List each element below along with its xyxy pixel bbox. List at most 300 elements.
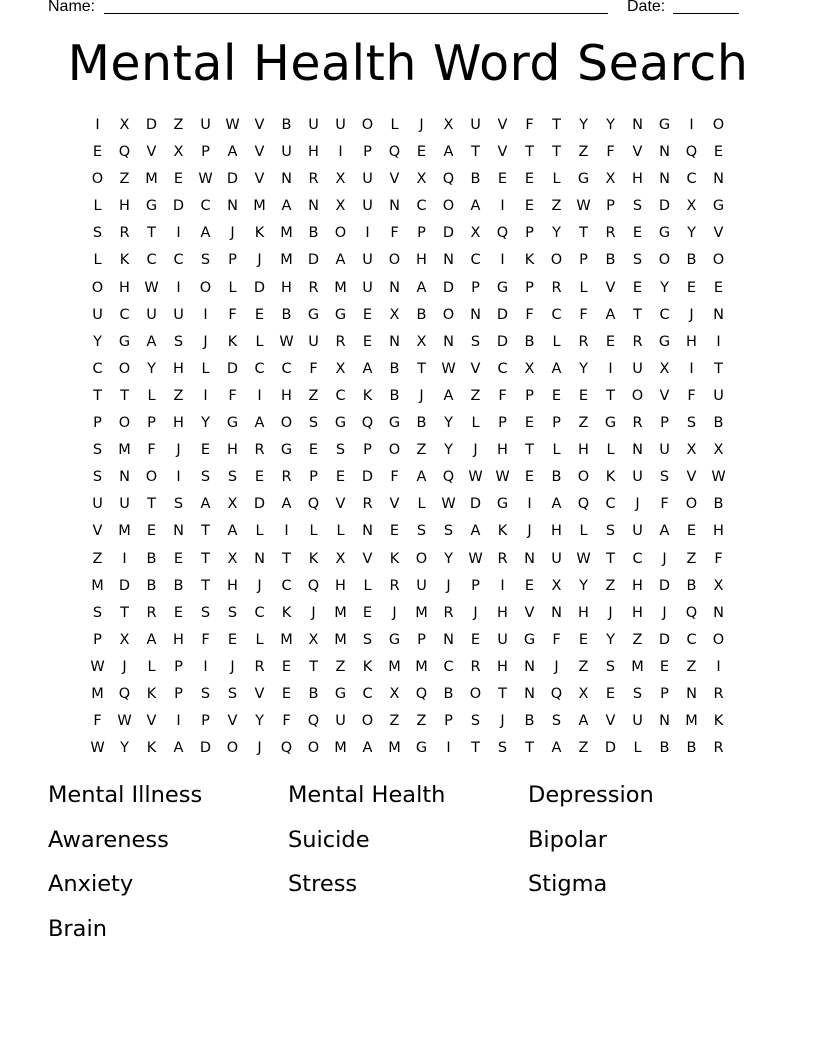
grid-letter: Y xyxy=(579,360,588,377)
grid-letter: B xyxy=(308,225,319,242)
grid-row xyxy=(84,249,732,276)
word-list-row xyxy=(48,912,768,957)
grid-letter: K xyxy=(713,713,724,730)
grid-letter: H xyxy=(497,442,508,459)
grid-letter: R xyxy=(713,685,724,702)
grid-letter: R xyxy=(335,333,346,350)
grid-letter: C xyxy=(497,360,508,377)
grid-letter: J xyxy=(635,496,640,513)
grid-letter: P xyxy=(363,442,372,459)
grid-letter: O xyxy=(550,252,563,269)
grid-letter: D xyxy=(226,171,239,188)
grid-letter: B xyxy=(416,306,427,323)
grid-letter: E xyxy=(335,469,346,486)
grid-letter: C xyxy=(281,577,292,594)
grid-letter: V xyxy=(254,144,265,161)
grid-letter: F xyxy=(93,713,102,730)
grid-letter: K xyxy=(281,604,292,621)
grid-letter: D xyxy=(658,577,671,594)
grid-letter: B xyxy=(686,577,697,594)
grid-letter: I xyxy=(500,252,505,269)
grid-letter: A xyxy=(281,198,292,215)
grid-letter: E xyxy=(227,631,238,648)
grid-letter: I xyxy=(176,469,181,486)
grid-letter: N xyxy=(524,685,535,702)
grid-letter: Y xyxy=(201,415,210,432)
grid-letter: R xyxy=(605,225,616,242)
grid-letter: A xyxy=(281,496,292,513)
grid-letter: S xyxy=(200,469,211,486)
grid-letter: Q xyxy=(442,171,455,188)
grid-row xyxy=(84,114,732,141)
grid-letter: A xyxy=(227,144,238,161)
word-list-row xyxy=(48,823,768,868)
word-list-row xyxy=(48,778,768,823)
grid-letter: H xyxy=(632,604,643,621)
grid-letter: V xyxy=(146,713,157,730)
grid-letter: I xyxy=(365,225,370,242)
grid-letter: V xyxy=(497,117,508,133)
grid-letter: J xyxy=(527,523,532,540)
grid-letter: I xyxy=(689,360,694,377)
grid-letter: B xyxy=(389,360,400,377)
grid-letter: C xyxy=(146,252,157,269)
grid-letter: J xyxy=(473,442,478,459)
grid-letter: R xyxy=(713,740,724,757)
header xyxy=(48,0,748,20)
grid-letter: U xyxy=(200,117,211,133)
grid-letter: K xyxy=(254,225,265,242)
grid-letter: H xyxy=(119,279,130,296)
grid-letter: I xyxy=(527,496,532,513)
grid-letter: C xyxy=(254,360,265,377)
grid-letter: Z xyxy=(632,631,643,648)
grid-letter: C xyxy=(92,360,103,377)
grid-letter: M xyxy=(334,279,347,296)
grid-letter: N xyxy=(173,523,184,540)
grid-letter: I xyxy=(176,279,181,296)
grid-letter: X xyxy=(713,577,724,594)
grid-letter: U xyxy=(632,469,643,486)
grid-letter: O xyxy=(118,360,131,377)
grid-letter: S xyxy=(470,333,481,350)
grid-letter: O xyxy=(712,252,725,269)
grid-letter: P xyxy=(579,252,588,269)
grid-letter: H xyxy=(173,360,184,377)
grid-letter: W xyxy=(711,469,726,486)
grid-letter: H xyxy=(416,252,427,269)
grid-letter: K xyxy=(308,550,319,567)
grid-letter: S xyxy=(227,685,238,702)
grid-letter: O xyxy=(334,225,347,242)
grid-letter: J xyxy=(608,604,613,621)
grid-letter: I xyxy=(446,740,451,757)
grid-letter: G xyxy=(658,333,671,350)
grid-letter: Z xyxy=(173,387,184,404)
grid-letter: L xyxy=(552,333,561,350)
grid-letter: X xyxy=(119,117,130,133)
grid-letter: M xyxy=(253,198,266,215)
grid-letter: G xyxy=(118,333,131,350)
grid-letter: Z xyxy=(470,387,481,404)
word-list-item: Mental Illness xyxy=(48,782,203,808)
grid-letter: N xyxy=(443,333,454,350)
grid-letter: J xyxy=(419,117,424,133)
grid-letter: R xyxy=(497,550,508,567)
grid-letter: Q xyxy=(550,685,563,702)
grid-letter: I xyxy=(608,360,613,377)
grid-letter: B xyxy=(146,577,157,594)
grid-letter: P xyxy=(201,144,210,161)
grid-letter: E xyxy=(281,685,292,702)
grid-letter: A xyxy=(173,740,184,757)
grid-letter: V xyxy=(335,496,346,513)
grid-row xyxy=(84,629,732,656)
grid-letter: R xyxy=(146,604,157,621)
grid-letter: E xyxy=(362,604,373,621)
grid-letter: Z xyxy=(173,117,184,133)
grid-letter: S xyxy=(173,496,184,513)
grid-letter: J xyxy=(203,333,208,350)
word-list-item: Mental Health xyxy=(288,782,446,808)
grid-letter: C xyxy=(254,604,265,621)
grid-letter: E xyxy=(362,333,373,350)
grid-letter: G xyxy=(226,415,239,432)
grid-letter: J xyxy=(230,658,235,675)
grid-letter: E xyxy=(713,144,724,161)
grid-letter: R xyxy=(254,442,265,459)
grid-letter: Q xyxy=(442,469,455,486)
grid-letter: G xyxy=(658,225,671,242)
grid-letter: L xyxy=(579,279,588,296)
grid-letter: F xyxy=(498,387,507,404)
grid-letter: V xyxy=(713,225,724,242)
grid-letter: U xyxy=(632,360,643,377)
grid-letter: L xyxy=(255,523,264,540)
grid-row xyxy=(84,737,732,764)
grid-letter: L xyxy=(336,523,345,540)
grid-letter: P xyxy=(309,469,318,486)
grid-letter: W xyxy=(90,740,105,757)
grid-letter: Y xyxy=(444,550,453,567)
grid-letter: M xyxy=(388,658,401,675)
grid-letter: J xyxy=(500,713,505,730)
grid-letter: D xyxy=(226,360,239,377)
grid-letter: F xyxy=(228,306,237,323)
word-list-item: Suicide xyxy=(288,826,370,853)
grid-letter: U xyxy=(659,442,670,459)
grid-letter: A xyxy=(335,252,346,269)
grid-letter: X xyxy=(416,333,427,350)
grid-letter: M xyxy=(118,442,131,459)
grid-letter: B xyxy=(308,685,319,702)
grid-letter: O xyxy=(388,252,401,269)
letter-grid xyxy=(84,114,732,764)
grid-letter: T xyxy=(552,144,561,161)
grid-letter: I xyxy=(716,658,721,675)
grid-letter: H xyxy=(335,577,346,594)
grid-letter: H xyxy=(119,198,130,215)
grid-letter: L xyxy=(417,496,426,513)
grid-letter: X xyxy=(389,306,400,323)
grid-letter: C xyxy=(173,252,184,269)
grid-letter: T xyxy=(93,387,102,404)
grid-letter: X xyxy=(686,442,697,459)
grid-letter: R xyxy=(470,658,481,675)
grid-letter: X xyxy=(335,550,346,567)
grid-letter: A xyxy=(146,631,157,648)
grid-letter: W xyxy=(576,550,591,567)
grid-letter: A xyxy=(578,713,589,730)
grid-letter: B xyxy=(551,469,562,486)
grid-letter: F xyxy=(579,306,588,323)
grid-letter: X xyxy=(308,631,319,648)
grid-letter: T xyxy=(309,658,318,675)
grid-letter: Y xyxy=(579,117,588,133)
grid-letter: E xyxy=(497,171,508,188)
grid-letter: E xyxy=(389,523,400,540)
grid-letter: J xyxy=(662,550,667,567)
grid-letter: Z xyxy=(308,387,319,404)
grid-letter: S xyxy=(92,469,103,486)
grid-letter: U xyxy=(632,713,643,730)
grid-letter: Z xyxy=(389,713,400,730)
grid-letter: O xyxy=(361,117,374,133)
grid-letter: D xyxy=(496,333,509,350)
grid-letter: T xyxy=(606,550,615,567)
grid-letter: J xyxy=(392,604,397,621)
grid-letter: T xyxy=(498,685,507,702)
grid-letter: Q xyxy=(307,713,320,730)
grid-letter: E xyxy=(92,144,103,161)
grid-letter: L xyxy=(228,279,237,296)
grid-letter: B xyxy=(524,333,535,350)
grid-letter: C xyxy=(443,658,454,675)
grid-letter: X xyxy=(443,117,454,133)
grid-letter: Q xyxy=(388,144,401,161)
grid-letter: C xyxy=(200,198,211,215)
grid-letter: N xyxy=(443,252,454,269)
grid-letter: R xyxy=(281,469,292,486)
grid-letter: M xyxy=(118,523,131,540)
grid-letter: R xyxy=(632,415,643,432)
grid-letter: J xyxy=(473,604,478,621)
grid-letter: N xyxy=(713,306,724,323)
grid-letter: E xyxy=(686,523,697,540)
grid-letter: N xyxy=(632,442,643,459)
grid-letter: Y xyxy=(120,740,129,757)
grid-letter: S xyxy=(200,685,211,702)
grid-letter: U xyxy=(470,117,481,133)
grid-letter: E xyxy=(686,279,697,296)
grid-letter: B xyxy=(389,387,400,404)
grid-letter: G xyxy=(388,415,401,432)
grid-letter: H xyxy=(497,604,508,621)
grid-letter: T xyxy=(606,387,615,404)
grid-letter: G xyxy=(280,442,293,459)
grid-letter: C xyxy=(470,252,481,269)
grid-letter: H xyxy=(308,144,319,161)
grid-letter: F xyxy=(228,387,237,404)
date-blank-line xyxy=(673,13,739,14)
grid-letter: N xyxy=(308,198,319,215)
grid-letter: X xyxy=(389,685,400,702)
grid-letter: S xyxy=(173,333,184,350)
grid-letter: Y xyxy=(552,225,561,242)
grid-letter: L xyxy=(147,387,156,404)
grid-letter: H xyxy=(281,279,292,296)
date-label: Date: xyxy=(627,0,666,15)
grid-letter: I xyxy=(500,198,505,215)
grid-letter: R xyxy=(308,171,319,188)
grid-letter: M xyxy=(280,631,293,648)
grid-letter: P xyxy=(498,415,507,432)
grid-letter: O xyxy=(388,442,401,459)
grid-letter: L xyxy=(552,171,561,188)
grid-letter: V xyxy=(497,144,508,161)
grid-row xyxy=(84,304,732,331)
grid-letter: U xyxy=(416,577,427,594)
grid-letter: O xyxy=(712,631,725,648)
grid-letter: D xyxy=(469,496,482,513)
grid-letter: P xyxy=(174,658,183,675)
grid-letter: S xyxy=(632,252,643,269)
grid-letter: C xyxy=(119,306,130,323)
grid-letter: Z xyxy=(605,577,616,594)
grid-letter: J xyxy=(419,387,424,404)
grid-letter: N xyxy=(119,469,130,486)
grid-letter: D xyxy=(253,279,266,296)
grid-letter: W xyxy=(468,469,483,486)
grid-letter: W xyxy=(198,171,213,188)
grid-letter: H xyxy=(173,631,184,648)
grid-letter: P xyxy=(660,685,669,702)
grid-letter: P xyxy=(417,631,426,648)
grid-letter: G xyxy=(496,496,509,513)
grid-letter: P xyxy=(471,577,480,594)
grid-letter: F xyxy=(606,144,615,161)
grid-letter: G xyxy=(496,279,509,296)
grid-letter: U xyxy=(362,198,373,215)
grid-letter: C xyxy=(551,306,562,323)
grid-letter: S xyxy=(200,252,211,269)
grid-letter: Z xyxy=(335,658,346,675)
grid-letter: E xyxy=(524,171,535,188)
grid-letter: A xyxy=(605,306,616,323)
grid-letter: U xyxy=(92,306,103,323)
grid-letter: A xyxy=(416,469,427,486)
grid-letter: L xyxy=(201,360,210,377)
grid-letter: V xyxy=(389,171,400,188)
grid-letter: U xyxy=(146,306,157,323)
word-list-item: Brain xyxy=(48,915,107,942)
grid-letter: S xyxy=(659,469,670,486)
grid-letter: U xyxy=(713,387,724,404)
grid-letter: V xyxy=(362,550,373,567)
grid-letter: F xyxy=(390,469,399,486)
grid-letter: U xyxy=(335,117,346,133)
grid-letter: N xyxy=(443,631,454,648)
grid-letter: E xyxy=(146,523,157,540)
grid-letter: A xyxy=(443,387,454,404)
grid-letter: K xyxy=(119,252,130,269)
grid-letter: P xyxy=(93,631,102,648)
grid-letter: E xyxy=(605,685,616,702)
grid-letter: F xyxy=(525,306,534,323)
grid-letter: E xyxy=(173,604,184,621)
grid-letter: R xyxy=(308,279,319,296)
name-label: Name: xyxy=(48,0,96,15)
grid-letter: D xyxy=(118,577,131,594)
grid-letter: U xyxy=(497,631,508,648)
grid-letter: S xyxy=(200,604,211,621)
grid-letter: D xyxy=(172,198,185,215)
grid-letter: P xyxy=(174,685,183,702)
grid-letter: P xyxy=(525,387,534,404)
grid-letter: U xyxy=(308,333,319,350)
grid-letter: L xyxy=(552,442,561,459)
grid-letter: E xyxy=(173,171,184,188)
grid-letter: X xyxy=(227,496,238,513)
grid-letter: K xyxy=(524,252,535,269)
grid-letter: Z xyxy=(551,198,562,215)
grid-row xyxy=(84,466,732,493)
grid-letter: O xyxy=(442,306,455,323)
grid-letter: N xyxy=(659,713,670,730)
grid-letter: M xyxy=(280,252,293,269)
grid-letter: C xyxy=(686,171,697,188)
word-list-item: Stigma xyxy=(528,871,608,897)
grid-letter: J xyxy=(554,658,559,675)
grid-letter: I xyxy=(203,306,208,323)
grid-letter: D xyxy=(253,496,266,513)
grid-letter: R xyxy=(362,496,373,513)
grid-letter: J xyxy=(689,306,694,323)
grid-letter: M xyxy=(334,631,347,648)
grid-letter: D xyxy=(496,306,509,323)
grid-letter: A xyxy=(443,144,454,161)
grid-letter: T xyxy=(471,144,480,161)
grid-letter: T xyxy=(552,117,561,133)
grid-letter: J xyxy=(662,604,667,621)
grid-letter: U xyxy=(551,550,562,567)
grid-letter: K xyxy=(146,740,157,757)
grid-letter: W xyxy=(144,279,159,296)
grid-letter: H xyxy=(578,604,589,621)
grid-letter: W xyxy=(441,360,456,377)
grid-letter: G xyxy=(577,171,590,188)
grid-letter: O xyxy=(280,415,293,432)
grid-letter: R xyxy=(632,333,643,350)
grid-letter: A xyxy=(200,496,211,513)
grid-letter: E xyxy=(713,279,724,296)
grid-letter: R xyxy=(389,577,400,594)
grid-letter: H xyxy=(578,442,589,459)
grid-row xyxy=(84,656,732,683)
grid-row xyxy=(84,331,732,358)
grid-letter: Y xyxy=(147,360,156,377)
grid-letter: I xyxy=(122,550,127,567)
grid-letter: B xyxy=(605,252,616,269)
grid-letter: J xyxy=(176,442,181,459)
grid-letter: I xyxy=(689,117,694,133)
grid-letter: Q xyxy=(118,685,131,702)
grid-letter: S xyxy=(497,740,508,757)
grid-letter: Z xyxy=(578,144,589,161)
grid-letter: N xyxy=(659,144,670,161)
grid-letter: P xyxy=(444,713,453,730)
grid-letter: P xyxy=(363,144,372,161)
